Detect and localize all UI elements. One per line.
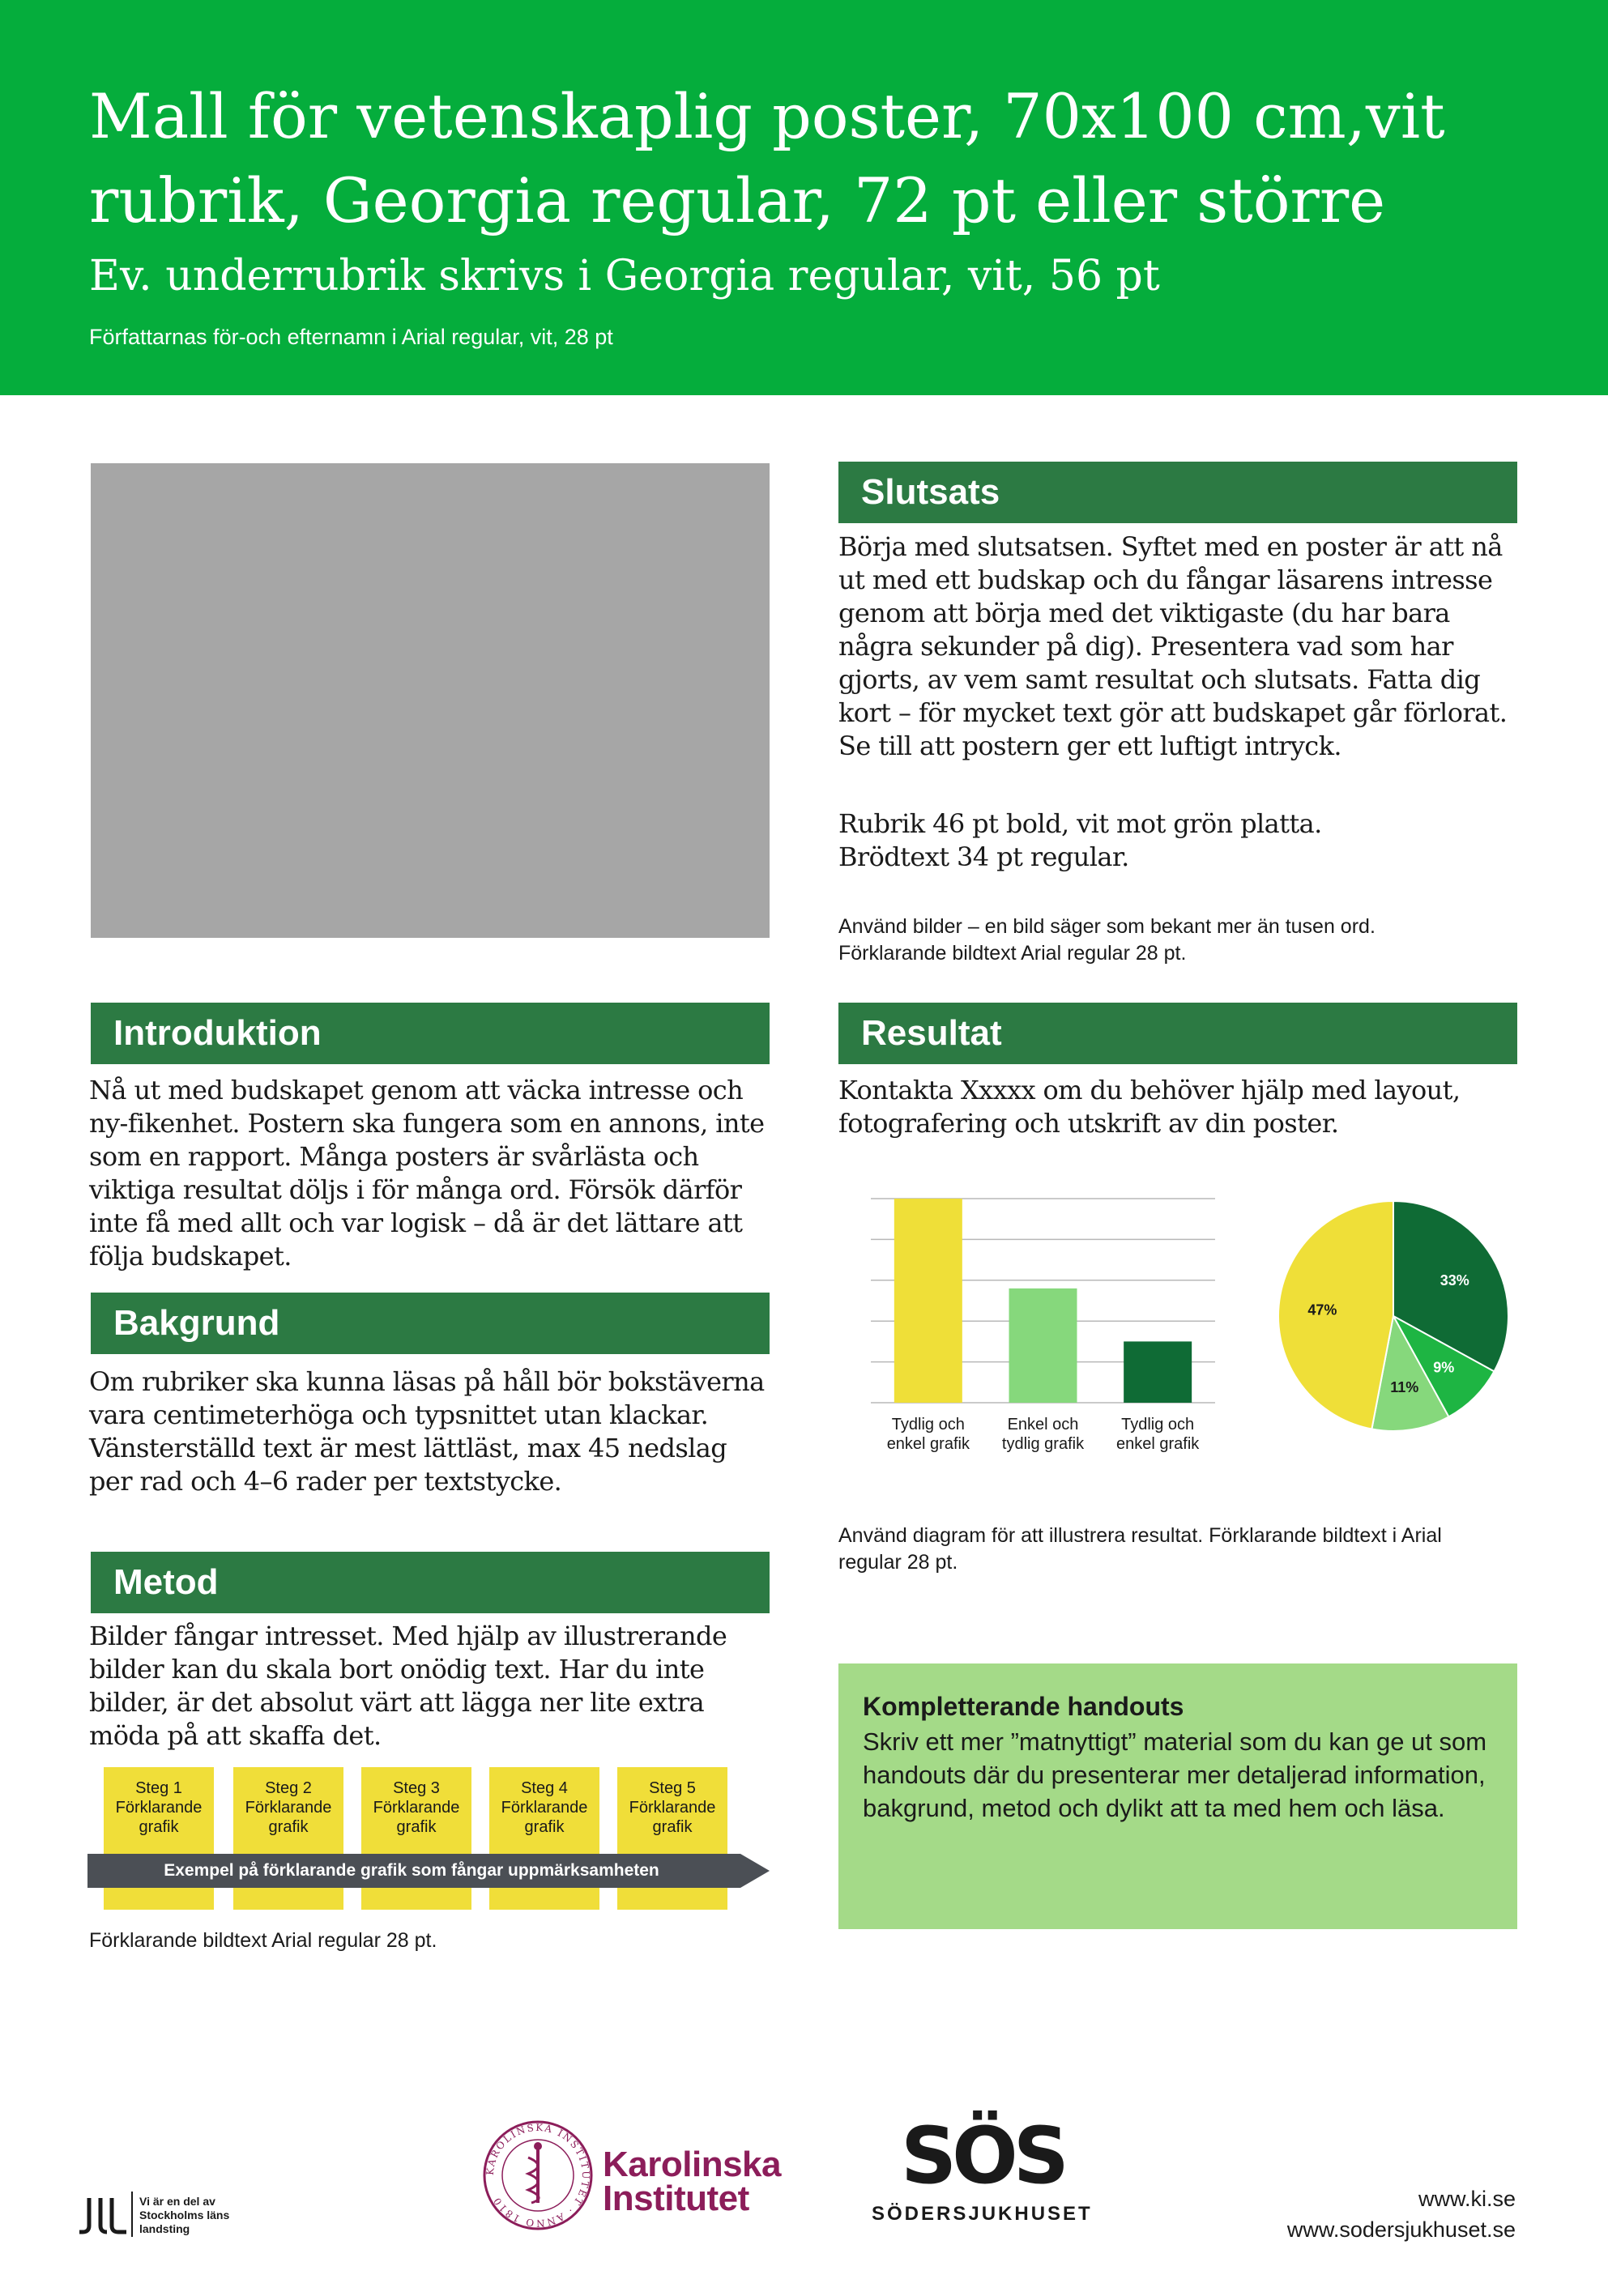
sll-logo-icon xyxy=(78,2195,128,2237)
introduktion-body: Nå ut med budskapet genom att väcka intresse och ny-fikenhet. Postern ska fungera som en annons, inte som en rapport. Många posters är svårlästa och viktiga resultat döljs i för många ord. Försök därför inte få med allt och var logisk – då är det lättare att följa budskapet. xyxy=(89,1075,765,1272)
section-heading-metod: Metod xyxy=(91,1552,770,1613)
bar-category-label: tydlig grafik xyxy=(1001,1435,1085,1453)
section-heading-slutsats: Slutsats xyxy=(838,462,1517,523)
slutsats-body: Börja med slutsatsen. Syftet med en poster är att nå ut med ett budskap och du fångar läsarens intresse genom att börja med det viktigaste (du har bara några sekunder på dig). Presentera vad som har gjorts, av vem samt resultat och slutsats. Fatta dig kort – för mycket text gör att budskapet går förlorat. Se till att postern ger ett luftigt intryck. xyxy=(838,531,1508,761)
step-label: Steg 1 Förklarande grafik xyxy=(115,1779,203,1836)
pie-slice-label: 9% xyxy=(1433,1359,1455,1376)
handout-title: Kompletterande handouts xyxy=(863,1692,1184,1721)
pie-slice-label: 11% xyxy=(1390,1378,1419,1395)
bar-1 xyxy=(894,1199,962,1403)
slutsats-note-line1: Rubrik 46 pt bold, vit mot grön platta. xyxy=(838,808,1322,839)
sll-text: Vi är en del av Stockholms läns landsting xyxy=(139,2195,230,2235)
step-label: Steg 3 Förklarande grafik xyxy=(373,1779,460,1836)
pie-slice-label: 47% xyxy=(1307,1301,1337,1318)
ki-name-line1: Karolinska xyxy=(603,2145,781,2184)
step-box-5 xyxy=(617,1767,727,1910)
poster-subtitle: Ev. underrubrik skrivs i Georgia regular, vit, 56 pt xyxy=(89,252,1160,300)
ki-seal-text: KAROLINSKA INSTITUTET · ANNO 1810 xyxy=(484,2121,592,2230)
web-link-sos[interactable]: www.sodersjukhuset.se xyxy=(1286,2217,1516,2242)
slutsats-caption-line2: Förklarande bildtext Arial regular 28 pt. xyxy=(838,942,1187,965)
step-label: Steg 2 Förklarande grafik xyxy=(245,1779,332,1836)
ki-name xyxy=(603,2145,781,2218)
process-arrow-label: Exempel på förklarande grafik som fångar uppmärksamheten xyxy=(164,1861,659,1880)
section-heading-resultat: Resultat xyxy=(838,1003,1517,1064)
section-heading-bakgrund: Bakgrund xyxy=(91,1293,770,1354)
step-label: Steg 4 Förklarande grafik xyxy=(501,1779,588,1836)
step-box-4 xyxy=(489,1767,599,1910)
bar-chart xyxy=(838,1182,1243,1474)
bar-3 xyxy=(1124,1341,1192,1403)
sll-divider xyxy=(131,2192,133,2237)
poster-title: Mall för vetenskaplig poster, 70x100 cm,vit rubrik, Georgia regular, 72 pt eller större xyxy=(89,80,1445,236)
sos-name: SÖDERSJUKHUSET xyxy=(872,2203,1093,2225)
sos-logo: SÖS xyxy=(901,2111,1064,2201)
bar-category-label: enkel grafik xyxy=(1116,1435,1200,1453)
metod-caption: Förklarande bildtext Arial regular 28 pt. xyxy=(89,1929,437,1952)
step-box-2 xyxy=(233,1767,343,1910)
bar-2 xyxy=(1009,1289,1077,1403)
bakgrund-body: Om rubriker ska kunna läsas på håll bör bokstäverna vara centimeterhöga och typsnittet utan klackar. Vänsterställd text är mest lättläst, max 45 nedslag per rad och 4–6 rader per textstycke. xyxy=(89,1366,765,1497)
pie-chart xyxy=(1272,1195,1515,1438)
bar-category-label: Tydlig och xyxy=(1121,1416,1195,1433)
web-links xyxy=(1287,2183,1516,2245)
bar-category-label: Enkel och xyxy=(1007,1416,1079,1433)
image-placeholder xyxy=(91,463,770,938)
slutsats-caption-line1: Använd bilder – en bild säger som bekant mer än tusen ord. xyxy=(838,915,1376,938)
resultat-body: Kontakta Xxxxx om du behöver hjälp med layout, fotografering och utskrift av din poster. xyxy=(838,1075,1461,1139)
section-heading-introduktion: Introduktion xyxy=(91,1003,770,1064)
ki-seal-icon xyxy=(481,2119,595,2232)
handout-text: Skriv ett mer ”matnyttigt” material som du kan ge ut som handouts där du presenterar mer detaljerad information, bakgrund, metod och dylikt att ta med hem och läsa. xyxy=(863,1727,1487,1822)
web-link-ki[interactable]: www.ki.se xyxy=(1418,2187,1516,2211)
handout-box xyxy=(838,1663,1517,1929)
bar-category-label: enkel grafik xyxy=(886,1435,970,1453)
resultat-caption: Använd diagram för att illustrera resultat. Förklarande bildtext i Arial regular 28 pt. xyxy=(838,1524,1442,1574)
step-label: Steg 5 Förklarande grafik xyxy=(629,1779,716,1836)
bar-category-label: Tydlig och xyxy=(891,1416,965,1433)
metod-body: Bilder fångar intresset. Med hjälp av illustrerande bilder kan du skala bort onödig text. Har du inte bilder, är det absolut värt att lägga ner lite extra möda på att skaffa det. xyxy=(89,1621,727,1751)
pie-slice-label: 33% xyxy=(1440,1272,1469,1289)
step-box-1 xyxy=(104,1767,214,1910)
slutsats-note-line2: Brödtext 34 pt regular. xyxy=(838,841,1129,872)
poster-authors: Författarnas för-och efternamn i Arial regular, vit, 28 pt xyxy=(89,325,613,349)
step-box-3 xyxy=(361,1767,471,1910)
ki-name-line2: Institutet xyxy=(603,2179,749,2218)
